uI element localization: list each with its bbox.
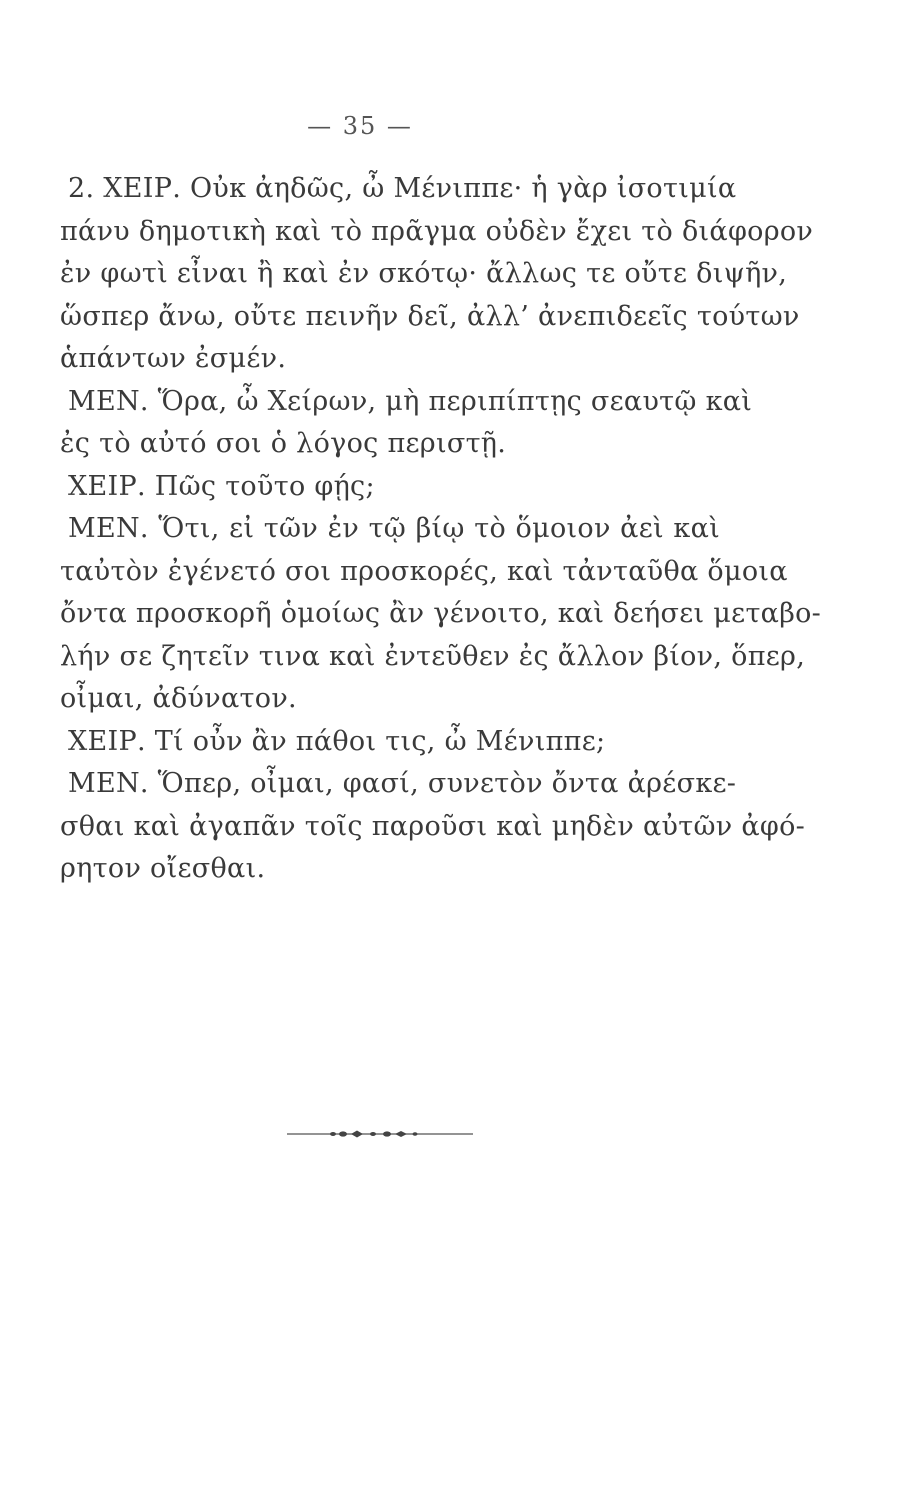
text-line-14: ΧΕΙΡ. Τί οὖν ἂν πάθοι τις, ὦ Μένιππε; (68, 725, 606, 757)
text-line-11: ὄντα προσκορῆ ὁμοίως ἂν γένοιτο, καὶ δεήσει μεταβο- (60, 598, 822, 629)
text-line-6: ΜΕΝ. Ὅρα, ὦ Χείρων, μὴ περιπίπτῃς σεαυτῷ καὶ (68, 385, 753, 417)
page-number: — 35 — (307, 112, 413, 140)
text-line-16: σθαι καὶ ἀγαπᾶν τοῖς παροῦσι καὶ μηδὲν αὐτῶν ἀφό- (60, 810, 806, 842)
dialogue-text (60, 168, 822, 891)
text-line-1: 2. ΧΕΙΡ. Οὐκ ἀηδῶς, ὦ Μένιππε· ἡ γὰρ ἰσοτιμία (68, 173, 737, 204)
ornamental-rule-icon (287, 1128, 473, 1140)
text-line-8: ΧΕΙΡ. Πῶς τοῦτο φῄς; (68, 470, 375, 502)
text-line-4: ὥσπερ ἄνω, οὔτε πεινῆν δεῖ, ἀλλ’ ἀνεπιδεεῖς τούτων (60, 300, 800, 332)
text-line-17: ρητον οἴεσθαι. (60, 853, 266, 884)
text-line-3: ἐν φωτὶ εἶναι ἢ καὶ ἐν σκότῳ· ἄλλως τε οὔτε διψῆν, (60, 258, 788, 289)
text-line-10: ταὐτὸν ἐγένετό σοι προσκορές, καὶ τἀνταῦθα ὅμοια (60, 555, 788, 587)
text-line-5: ἁπάντων ἐσμέν. (60, 343, 287, 374)
text-line-13: οἶμαι, ἀδύνατον. (60, 683, 297, 714)
text-line-12: λήν σε ζητεῖν τινα καὶ ἐντεῦθεν ἐς ἄλλον βίον, ὅπερ, (60, 640, 806, 672)
text-line-9: ΜΕΝ. Ὅτι, εἰ τῶν ἐν τῷ βίῳ τὸ ὅμοιον ἀεὶ καὶ (68, 513, 720, 544)
text-line-15: ΜΕΝ. Ὅπερ, οἶμαι, φασί, συνετὸν ὄντα ἀρέσκε- (68, 768, 737, 799)
text-line-2: πάνυ δημοτικὴ καὶ τὸ πρᾶγμα οὐδὲν ἔχει τὸ διάφορον (60, 215, 814, 247)
text-line-7: ἐς τὸ αὐτό σοι ὁ λόγος περιστῇ. (60, 428, 507, 459)
